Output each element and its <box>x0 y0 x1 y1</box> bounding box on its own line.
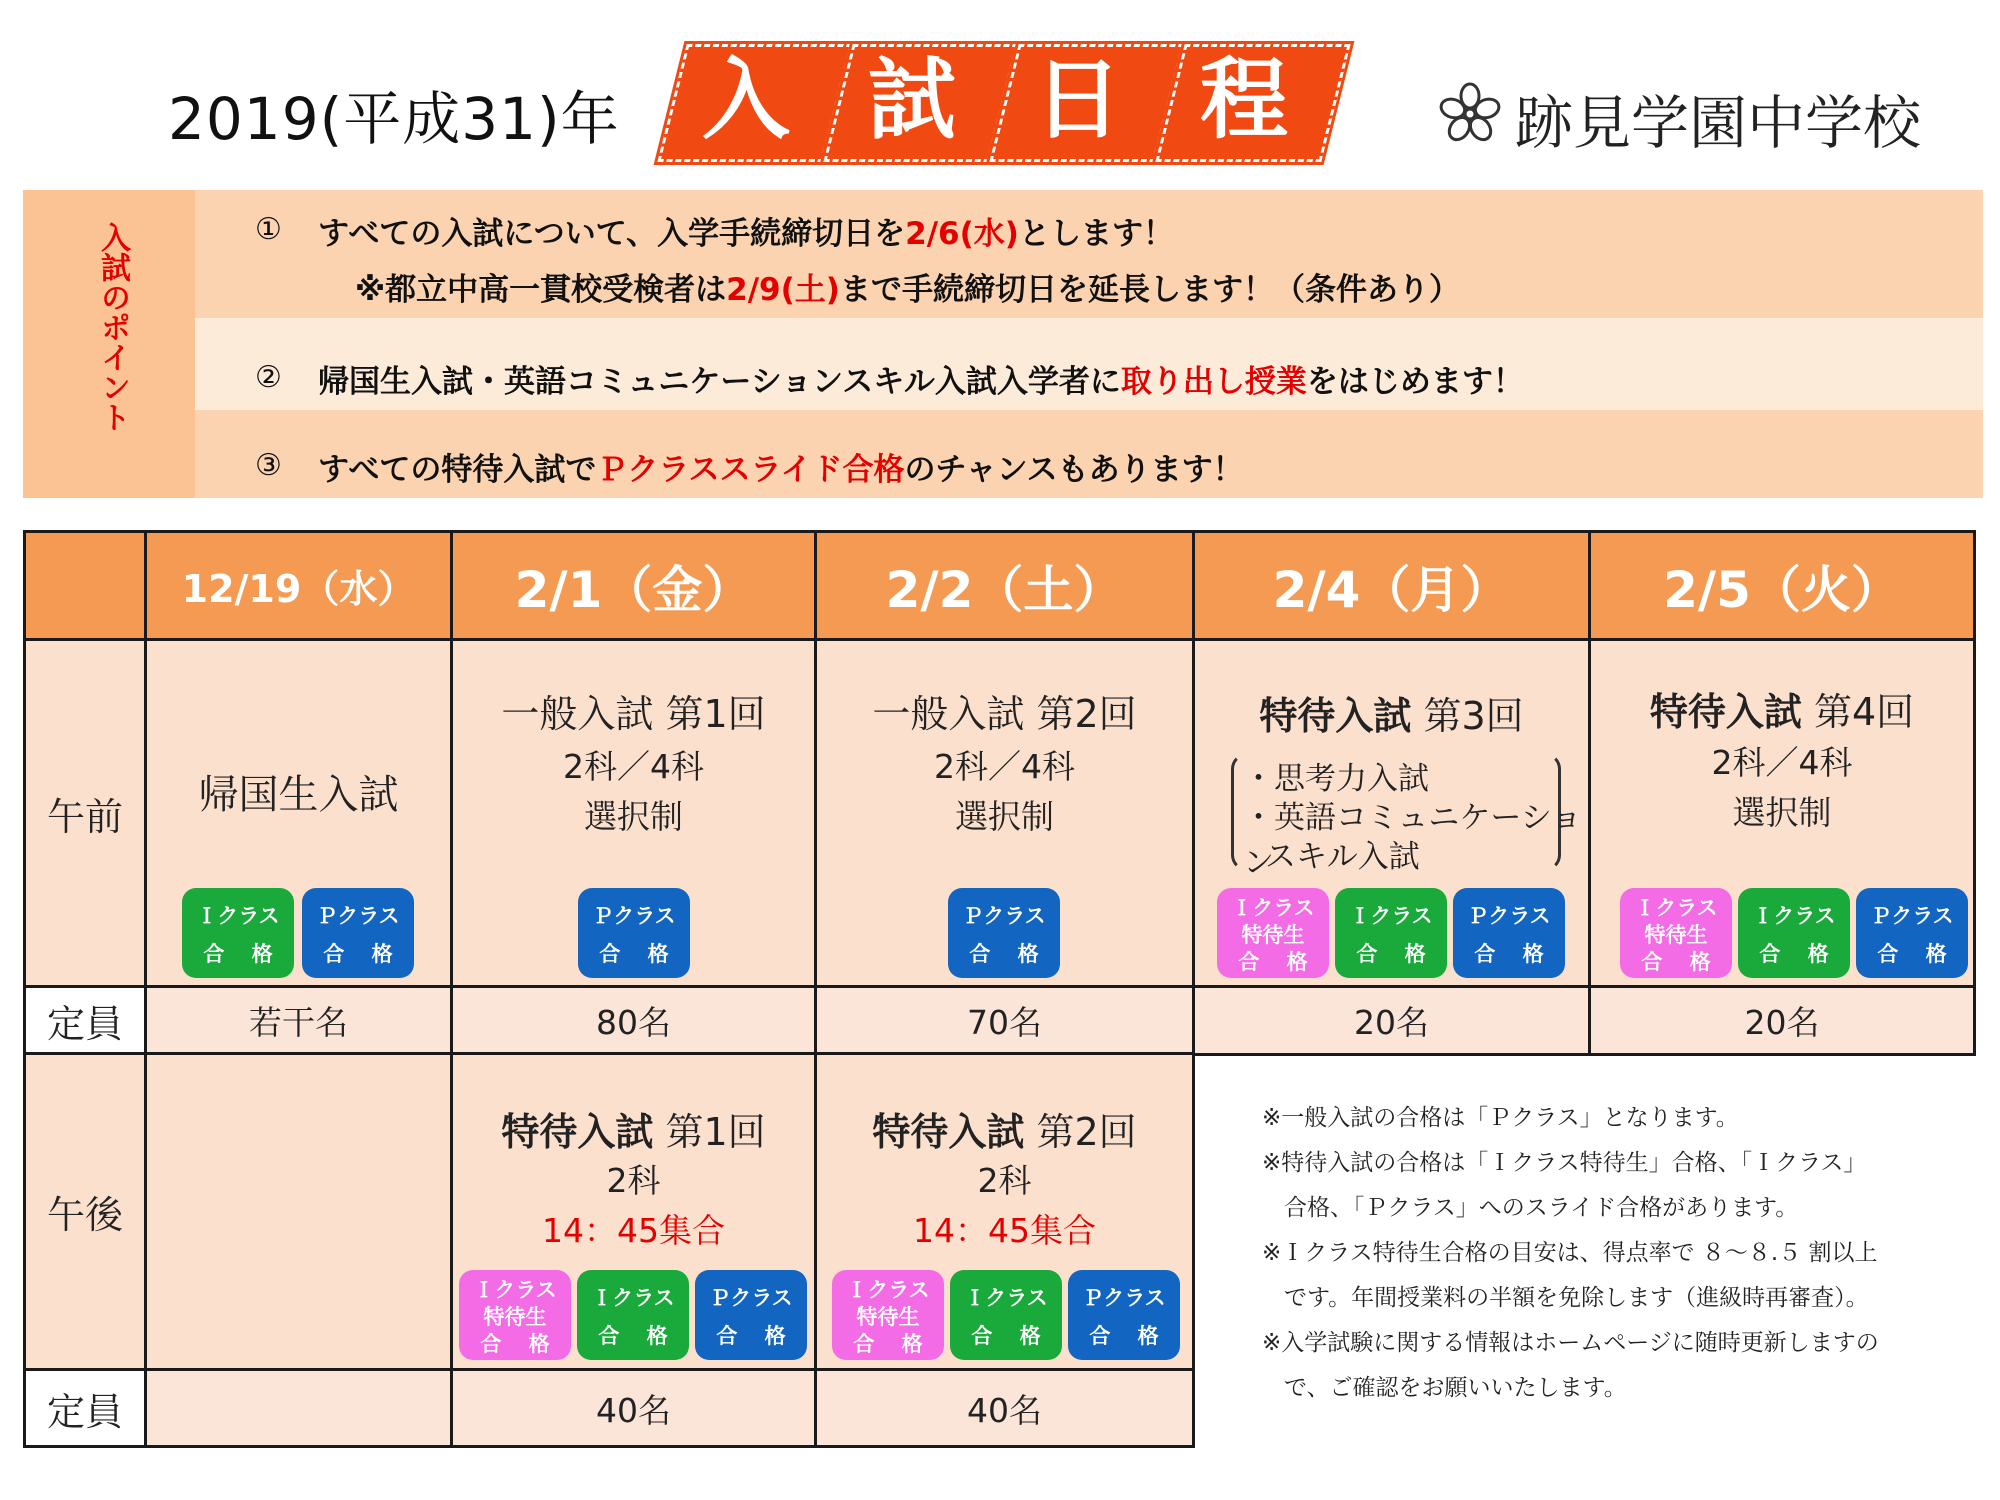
am-selection: 選択制 <box>955 797 1054 836</box>
am-selection: 選択制 <box>1732 793 1832 832</box>
am-title: 帰国生入試 <box>198 772 399 818</box>
date-header-1219: 12/19（水） <box>144 530 453 641</box>
pm-gather-time: 14：45集合 <box>913 1211 1096 1250</box>
pm-gather-time: 14：45集合 <box>542 1211 725 1250</box>
row-label-pm: 午後 <box>23 1052 147 1371</box>
am-title: 一般入試 第1回 <box>501 692 766 736</box>
p-class-pass-badge: Ｐクラス 合 格 <box>578 888 690 978</box>
note-line: ※特待入試の合格は「Ｉクラス特待生」合格、「Ｉクラス」 <box>1262 1150 1867 1176</box>
i-class-pass-badge: Ｉクラス 合 格 <box>1335 888 1447 978</box>
i-class-tokutai-badge: Ｉクラス 特待生 合 格 <box>1217 888 1329 978</box>
school-name: 跡見学園中学校 <box>1515 89 1922 157</box>
note-line: 合格、「Ｐクラス」へのスライド合格があります。 <box>1284 1195 1799 1221</box>
pm-capacity-empty <box>144 1368 453 1448</box>
point-num-3: ③ <box>255 448 282 483</box>
am-title: 特待入試 第3回 <box>1259 694 1524 738</box>
point-num-2: ② <box>255 360 282 395</box>
am-list-item: ・思考力入試 <box>1243 761 1429 797</box>
note-line: ※一般入試の合格は「Ｐクラス」となります。 <box>1262 1105 1739 1131</box>
points-label: 入試のポイント <box>95 222 130 432</box>
header-corner <box>23 530 147 641</box>
note-line: です。年間授業料の半額を免除します（進級時再審査）。 <box>1284 1285 1869 1311</box>
note-line: ※入学試験に関する情報はホームページに随時更新しますの <box>1262 1330 1879 1356</box>
pm-capacity-0201: 40名 <box>450 1368 817 1448</box>
title-char-1: 入 <box>701 48 790 151</box>
pm-capacity-0202: 40名 <box>814 1368 1195 1448</box>
title-char-3: 日 <box>1033 48 1122 151</box>
i-class-pass-badge: Ｉクラス 合 格 <box>182 888 294 978</box>
note-line: ※Ｉクラス特待生合格の目安は、得点率で ８～８.５ 割以上 <box>1262 1240 1878 1266</box>
row-label-capacity-pm: 定員 <box>23 1368 147 1448</box>
capacity-0204: 20名 <box>1192 985 1591 1056</box>
p-class-pass-badge: Ｐクラス 合 格 <box>1453 888 1565 978</box>
point-text-2: 帰国生入試・英語コミュニケーションスキル入試入学者に取り出し授業をはじめます！ <box>318 364 1524 400</box>
am-title: 特待入試 第4回 <box>1649 690 1915 734</box>
am-list-item: スキル入試 <box>1265 839 1420 875</box>
row-label-capacity-am: 定員 <box>23 985 147 1056</box>
p-class-pass-badge: Ｐクラス 合 格 <box>695 1270 807 1360</box>
notes <box>1262 1096 1982 1411</box>
point-text-1-note: ※都立中高一貫校受検者は2/9(土)まで手続締切日を延長します！（条件あり） <box>355 272 1460 308</box>
point-text-3: すべての特待入試でＰクラススライド合格のチャンスもあります！ <box>318 452 1244 488</box>
am-selection: 選択制 <box>584 797 683 836</box>
sakura-icon <box>1438 82 1502 146</box>
i-class-tokutai-badge: Ｉクラス 特待生 合 格 <box>832 1270 944 1360</box>
capacity-0201: 80名 <box>450 985 817 1056</box>
date-header-0201: 2/1（金） <box>450 530 817 641</box>
pm-subjects: 2科 <box>977 1161 1032 1200</box>
capacity-0202: 70名 <box>814 985 1195 1056</box>
i-class-tokutai-badge: Ｉクラス 特待生 合 格 <box>459 1270 571 1360</box>
date-header-0202: 2/2（土） <box>814 530 1195 641</box>
note-line: で、ご確認をお願いいたします。 <box>1284 1375 1627 1401</box>
i-class-tokutai-badge: Ｉクラス 特待生 合 格 <box>1620 888 1732 978</box>
p-class-pass-badge: Ｐクラス 合 格 <box>948 888 1060 978</box>
pm-title: 特待入試 第2回 <box>872 1110 1137 1154</box>
exam-year: 2019(平成31)年 <box>168 85 620 153</box>
pm-subjects: 2科 <box>606 1161 661 1200</box>
p-class-pass-badge: Ｐクラス 合 格 <box>1856 888 1968 978</box>
am-subjects: 2科／4科 <box>934 747 1075 786</box>
point-num-1: ① <box>255 212 282 247</box>
i-class-pass-badge: Ｉクラス 合 格 <box>577 1270 689 1360</box>
title-char-2: 試 <box>867 48 956 151</box>
i-class-pass-badge: Ｉクラス 合 格 <box>950 1270 1062 1360</box>
date-header-0204: 2/4（月） <box>1192 530 1591 641</box>
pm-cell-empty <box>144 1052 453 1371</box>
am-list-item: ・英語コミュニケーション <box>1243 800 1583 881</box>
point-text-1: すべての入試について、入学手続締切日を2/6(水)とします！ <box>318 216 1174 252</box>
p-class-pass-badge: Ｐクラス 合 格 <box>302 888 414 978</box>
title-char-4: 程 <box>1199 48 1288 151</box>
p-class-pass-badge: Ｐクラス 合 格 <box>1068 1270 1180 1360</box>
i-class-pass-badge: Ｉクラス 合 格 <box>1738 888 1850 978</box>
capacity-1219: 若干名 <box>144 985 453 1056</box>
am-title: 一般入試 第2回 <box>872 692 1137 736</box>
row-label-am: 午前 <box>23 638 147 989</box>
date-header-0205: 2/5（火） <box>1588 530 1976 641</box>
capacity-0205: 20名 <box>1588 985 1976 1056</box>
am-subjects: 2科／4科 <box>1711 743 1853 782</box>
am-subjects: 2科／4科 <box>563 747 704 786</box>
pm-title: 特待入試 第1回 <box>501 1110 766 1154</box>
